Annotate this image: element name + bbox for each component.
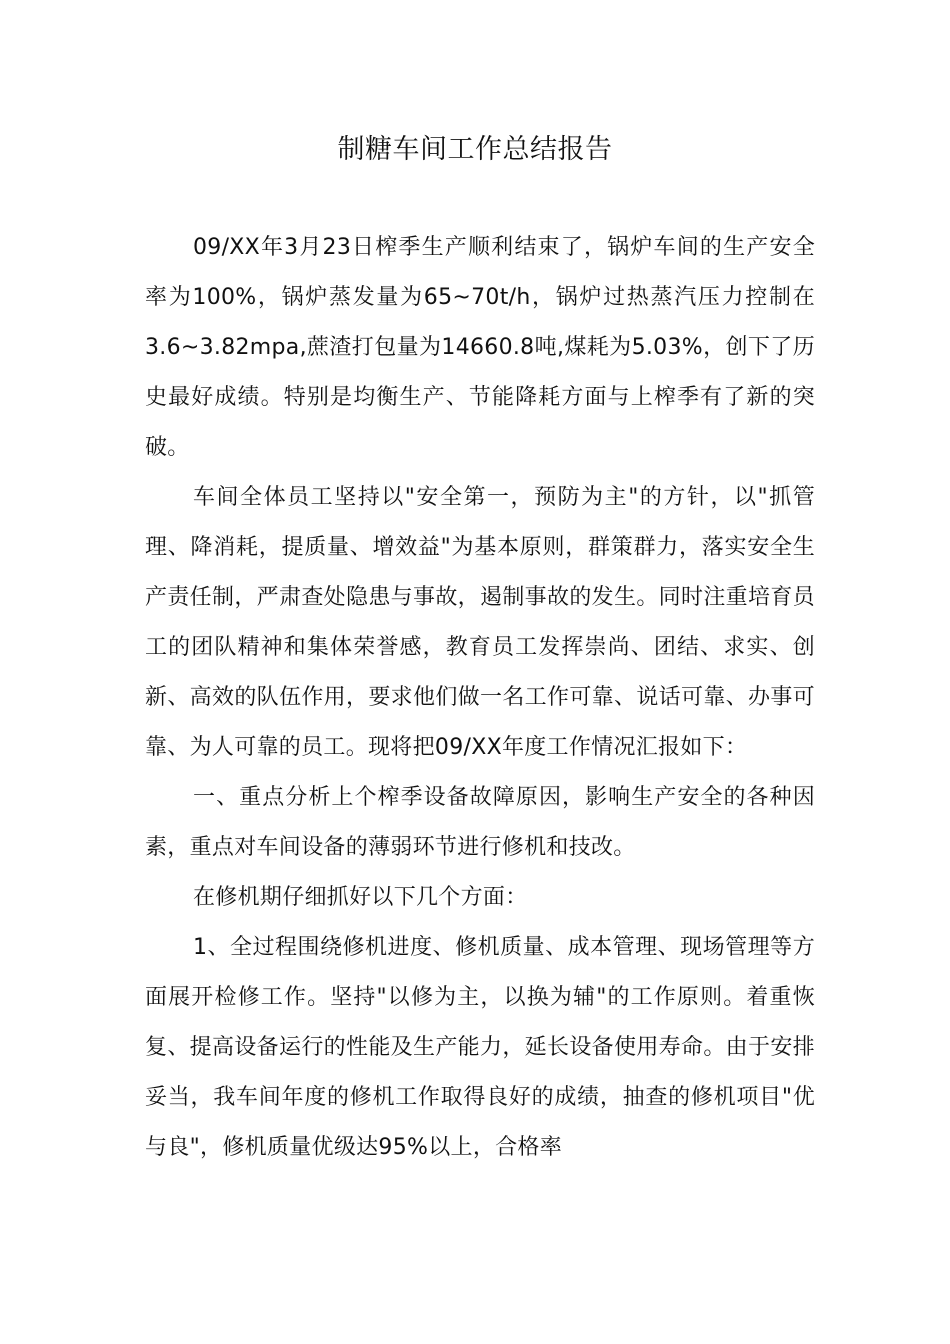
- document-title: 制糖车间工作总结报告: [337, 134, 613, 165]
- paragraph-4: 在修机期仔细抓好以下几个方面：: [193, 885, 528, 910]
- document-body: [145, 223, 815, 1173]
- paragraph-1: 09/XX年3月23日榨季生产顺利结束了，锅炉车间的生产安全率为100%，锅炉蒸发量为65~70t/h，锅炉过热蒸汽压力控制在3.6~3.82mpa,蔗渣打包量为14660.8吨,煤耗为5.03%，创下了历史最好成绩。特别是均衡生产、节能降耗方面与上榨季有了新的突破。: [145, 235, 815, 460]
- paragraph-5: 1、全过程围绕修机进度、修机质量、成本管理、现场管理等方面展开检修工作。坚持"以修为主，以换为辅"的工作原则。着重恢复、提高设备运行的性能及生产能力，延长设备使用寿命。由于安排妥当，我车间年度的修机工作取得良好的成绩，抽查的修机项目"优与良"，修机质量优级达95%以上，合格率: [145, 935, 815, 1160]
- paragraph-2: 车间全体员工坚持以"安全第一，预防为主"的方针，以"抓管理、降消耗，提质量、增效益"为基本原则，群策群力，落实安全生产责任制，严肃查处隐患与事故，遏制事故的发生。同时注重培育员工的团队精神和集体荣誉感，教育员工发挥崇尚、团结、求实、创新、高效的队伍作用，要求他们做一名工作可靠、说话可靠、办事可靠、为人可靠的员工。现将把09/XX年度工作情况汇报如下：: [145, 485, 815, 760]
- paragraph-3: 一、重点分析上个榨季设备故障原因，影响生产安全的各种因素，重点对车间设备的薄弱环节进行修机和技改。: [145, 785, 815, 860]
